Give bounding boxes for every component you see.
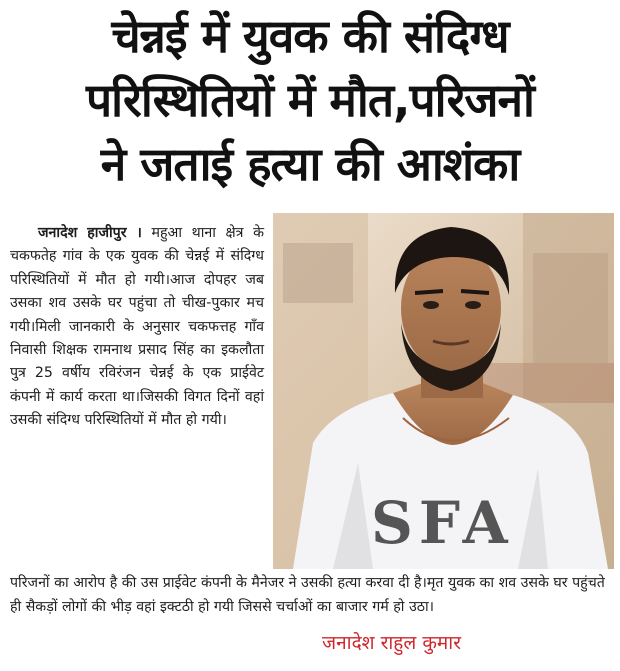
article-full-width-text: परिजनों का आरोप है की उस प्राईवेट कंपनी के मैनेजर ने उसकी हत्या करवा दी है।मृत युवक का शव उसके घर पहुंचते ही सैकड़ों लोगों की भीड़ वहां इक्टठी हो गयी जिससे चर्चाओं का बाजार गर्म हो उठा। xyxy=(10,575,605,615)
article-column-text: महुआ थाना क्षेत्र के चकफतेह गांव के एक युवक की चेन्नई में संदिग्ध परिस्थितियों में मौत हो गयी।आज दोपहर जब उसका शव उसके घर पहुंचा तो चीख-पुकार मच गयी।मिली जानकारी के अनुसार चकफत्तह गाँव निवासी शिक्षक रामनाथ प्रसाद सिंह का इकलौता पुत्र 25 वर्षीय रविरंजन चेन्नई के एक प्राईवेट कंपनी में कार्य करता था।जिसकी विगत दिनों वहां उसकी संदिग्ध परिस्थितियों में मौत हो गयी। xyxy=(10,225,264,429)
article-column xyxy=(10,222,264,433)
article-column-paragraph xyxy=(10,222,264,433)
headline-line-2: परिस्थितियों में मौत,परिजनों xyxy=(86,73,534,127)
byline: जनादेश राहुल कुमार xyxy=(322,632,461,654)
headline xyxy=(0,4,620,196)
headline-line-3: ने जताई हत्या की आशंका xyxy=(100,137,520,191)
dateline: जनादेश हाजीपुर । xyxy=(38,225,142,241)
news-photo xyxy=(273,213,614,569)
shirt-print-text: SFA xyxy=(371,489,514,557)
headline-line-1: चेन्नई में युवक की संदिग्ध xyxy=(111,9,509,63)
person-photo-illustration xyxy=(273,213,614,569)
